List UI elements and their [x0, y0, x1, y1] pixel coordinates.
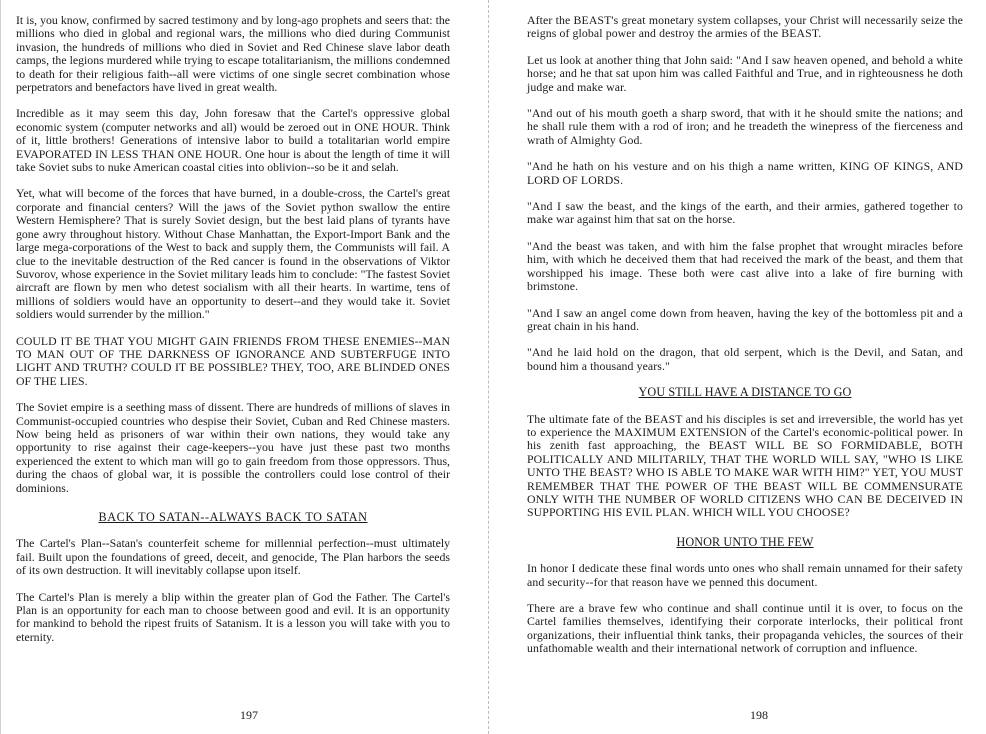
- section-heading: YOU STILL HAVE A DISTANCE TO GO: [638, 385, 852, 400]
- paragraph: "And I saw the beast, and the kings of the earth, and their armies, gathered together to make war against him that sat on the horse.: [527, 199, 963, 227]
- left-page: [16, 14, 450, 657]
- paragraph: After the BEAST's great monetary system collapses, your Christ will necessarily seize the reigns of global power and destroy the armies of the BEAST.: [527, 13, 963, 41]
- page-number: 197: [240, 708, 258, 722]
- paragraph: COULD IT BE THAT YOU MIGHT GAIN FRIENDS FROM THESE ENEMIES--MAN TO MAN OUT OF THE DARKNESS OF IGNORANCE AND SUBTERFUGE INTO LIGHT AND TRUTH? COULD IT BE POSSIBLE? THEY, TOO, ARE BLINDED ONES OF THE LIES.: [16, 333, 450, 388]
- paragraph: The Cartel's Plan is merely a blip within the greater plan of God the Father. The Cartel's Plan is an opportunity for each man to choose between good and evil. It is an opportunity for mankind to behold the ripest fruits of Satanism. It is a lesson you will take with you to eternity.: [16, 589, 450, 644]
- paragraph: The Soviet empire is a seething mass of dissent. There are hundreds of millions of slaves in Communist-occupied countries who despise their Soviet, Cuban and Red Chinese masters. Now being held as prisoners of war within their own nations, they would take any opportunity to rise against their cage-keepers--you have just these past two months experienced the extent to which man will go to gain freedom from those oppressors. Thus, during the chaos of global war, it is possible the controllers could lose control of their dominions.: [16, 400, 450, 495]
- paragraph: "And I saw an angel come down from heaven, having the key of the bottomless pit and a great chain in his hand.: [527, 305, 963, 333]
- section-heading: HONOR UNTO THE FEW: [676, 534, 814, 549]
- paragraph: "And he laid hold on the dragon, that old serpent, which is the Devil, and Satan, and bound him a thousand years.": [527, 345, 963, 373]
- paragraph: Yet, what will become of the forces that have burned, in a double-cross, the Cartel's great corporate and financial centers? Will the jaws of the Soviet python swallow the entire Western Hemisphere? That is surely Soviet design, but the best laid plans of tyrants have gone awry throughout history. Without Chase Manhattan, the Export-Import Bank and the large mega-corporations of the West to back and supply them, the Communists will fail. A clue to the inevitable destruction of the Red cancer is found in the observations of Viktor Suvorov, whose experience in the Soviet military leads him to conclude: "The fastest Soviet aircraft are flown by men who detest socialism with all their hearts. In wartime, tens of millions of soldiers would have an opportunity to desert--and they would take it. Soviet soldiers would surrender by the million.": [16, 186, 450, 322]
- page-gutter: [488, 0, 489, 734]
- paragraph: Incredible as it may seem this day, John foresaw that the Cartel's oppressive global economic system (computer networks and all) would be zeroed out in ONE HOUR. Think of it, little brothers! Generations of intensive labor to build a totalitarian world empire EVAPORATED IN LESS THAN ONE HOUR. One hour is about the length of time it will take Soviet subs to nuke American coastal cities into oblivion--so be it and selah.: [16, 106, 450, 175]
- paragraph: It is, you know, confirmed by sacred testimony and by long-ago prophets and seers that: the millions who died in global and regional wars, the millions who died during Communist invasion, the hundreds of millions who died in Soviet and Red Chinese slave labor death camps, the legions murdered while trying to escape totalitarianism, the millions condemned to death for their religious faith--all were victims of one single secret combination whose perpetrators and benefactors have lived in great wealth.: [16, 13, 450, 95]
- paragraph: "And out of his mouth goeth a sharp sword, that with it he should smite the nations; and he shall rule them with a rod of iron; and he treadeth the winepress of the fierceness and wrath of Almighty God.: [527, 106, 963, 147]
- page-edge: [0, 0, 1, 734]
- paragraph: "And the beast was taken, and with him the false prophet that wrought miracles before him, with which he deceived them that had received the mark of the beast, and them that worshipped his image. These both were cast alive into a lake of fire burning with brimstone.: [527, 238, 963, 294]
- paragraph: The ultimate fate of the BEAST and his disciples is set and irreversible, the world has yet to experience the MAXIMUM EXTENSION of the Cartel's economic-political power. In his zenith fast approaching, the BEAST WILL BE SO FORMIDABLE, BOTH POLITICALLY AND MILITARILY, THAT THE WORLD WILL SAY, "WHO IS LIKE UNTO THE BEAST? WHO IS ABLE TO MAKE WAR WITH HIM?" YET, YOU MUST REMEMBER THAT THE POWER OF THE BEAST WILL BE COMMENSURATE ONLY WITH THE NUMBER OF WORLD CITIZENS WHO CAN BE DECEIVED IN SUPPORTING HIS EVIL PLAN. WHICH WILL YOU CHOOSE?: [527, 411, 963, 520]
- paragraph: Let us look at another thing that John said: "And I saw heaven opened, and behold a white horse; and he that sat upon him was called Faithful and True, and in righteousness he doth judge and make war.: [527, 52, 963, 94]
- right-page: [527, 14, 963, 669]
- section-heading: BACK TO SATAN--ALWAYS BACK TO SATAN: [98, 510, 368, 524]
- paragraph: The Cartel's Plan--Satan's counterfeit scheme for millennial perfection--must ultimately fail. Built upon the foundations of greed, deceit, and genocide, The Plan harbors the seeds of its own destruction. It will inevitably collapse upon itself.: [16, 536, 450, 578]
- page-number: 198: [750, 708, 768, 722]
- paragraph: "And he hath on his vesture and on his thigh a name written, KING OF KINGS, AND LORD OF LORDS.: [527, 159, 963, 187]
- paragraph: There are a brave few who continue and shall continue until it is over, to focus on the Cartel families themselves, identifying their corporate interlocks, their political front organizations, their influential think tanks, their propaganda vehicles, the sources of their unfathomable wealth and their international network of corruption and influence.: [527, 601, 963, 656]
- paragraph: In honor I dedicate these final words unto ones who shall remain unnamed for their safety and security--for that reason have we penned this document.: [527, 561, 963, 589]
